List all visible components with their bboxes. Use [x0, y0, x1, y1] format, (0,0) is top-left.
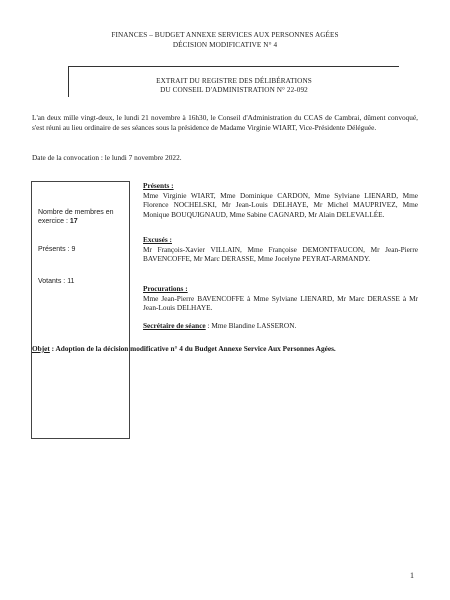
secretary-line — [143, 321, 418, 331]
secretary-title: Secrétaire de séance — [143, 321, 206, 330]
members-present-value: 9 — [71, 246, 76, 253]
excused-title: Excusés : — [143, 235, 172, 244]
proxies-title: Procurations : — [143, 284, 188, 293]
members-present-label: Présents : — [38, 246, 72, 253]
intro-paragraph: L'an deux mille vingt-deux, le lundi 21 novembre à 16h30, le Conseil d'Administration du CCAS de Cambrai, dûment convoqué, s'est réuni au lieu ordinaire de ses séances sous la présidence de Madame Virginie WIART, Vice-Présidente Déléguée. — [32, 113, 418, 132]
members-voting-label: Votants : — [38, 278, 68, 285]
objet-line — [32, 344, 422, 353]
members-total-value: 17 — [69, 218, 78, 225]
excused-list: Mr François-Xavier VILLAIN, Mme Françoise DEMONTFAUCON, Mr Jean-Pierre BAVENCOFFE, Mr Marc DERASSE, Mme Jocelyne PEYRAT-ARMANDY. — [143, 244, 418, 264]
extract-title: EXTRAIT DU REGISTRE DES DÉLIBÉRATIONS — [156, 77, 312, 85]
members-present — [38, 245, 128, 254]
convocation-date: Date de la convocation : le lundi 7 novembre 2022. — [32, 153, 182, 162]
page-number: 1 — [410, 571, 414, 580]
present-section — [143, 181, 418, 220]
members-voting — [38, 277, 128, 286]
secretary-name: : Mme Blandine LASSERON. — [205, 321, 297, 330]
objet-text: : Adoption de la décision modificative n° 4 du Budget Annexe Service Aux Personnes Agées. — [49, 344, 336, 353]
members-count-box — [31, 181, 130, 439]
present-list: Mme Virginie WIART, Mme Dominique CARDON, Mme Sylviane LIENARD, Mme Florence NOCHELSKI, Mr Jean-Louis DELHAYE, Mr Michel MAUPRIVEZ, Mme Monique BOUQUIGNAUD, Mme Sabine CAGNARD, Mr Alain DELEVALLÉE. — [143, 190, 418, 220]
present-title: Présents : — [143, 181, 174, 190]
excused-section — [143, 235, 418, 264]
header-subtitle: DÉCISION MODIFICATIVE N° 4 — [172, 41, 278, 49]
extract-number: DU CONSEIL D'ADMINISTRATION N° 22-092 — [160, 86, 308, 94]
extract-frame — [68, 66, 399, 97]
members-total-label: Nombre de membres en exercice : — [38, 209, 114, 225]
members-voting-value: 11 — [67, 278, 75, 285]
proxies-list: Mme Jean-Pierre BAVENCOFFE à Mme Sylviane LIENARD, Mr Marc DERASSE à Mr Jean-Louis DELHAYE. — [143, 293, 418, 313]
header-title: FINANCES – BUDGET ANNEXE SERVICES AUX PERSONNES AGÉES — [111, 31, 339, 39]
proxies-section — [143, 284, 418, 313]
objet-label: Objet — [32, 344, 50, 353]
members-total — [38, 208, 128, 226]
